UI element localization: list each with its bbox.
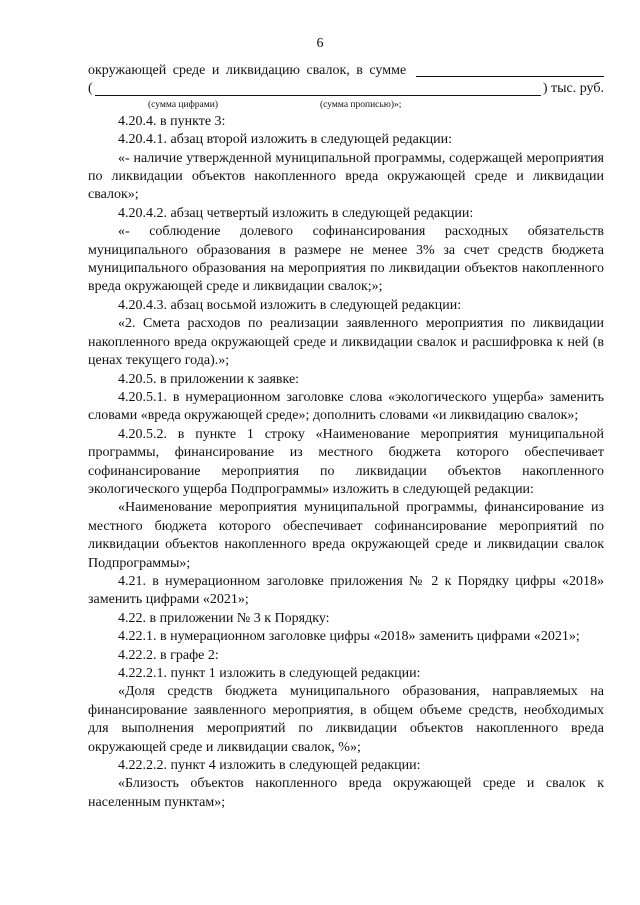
paragraph: 4.20.4.2. абзац четвертый изложить в следующей редакции: (118, 205, 474, 221)
paragraph: 4.22.2.2. пункт 4 изложить в следующей редакции: (118, 758, 421, 774)
paragraph: 4.22.2.1. пункт 1 изложить в следующей редакции: (118, 666, 421, 681)
page-number: 6 (316, 36, 324, 51)
sum-line-1 (88, 62, 604, 80)
sum-blank-2 (95, 81, 541, 96)
paragraph: «- наличие утвержденной муниципальной программы, содержащей мероприятия по ликвидации объектов накопленного вреда окружающей среде и ликвидации свалок»; (88, 150, 604, 203)
paragraph: 4.20.5.2. в пункте 1 строку «Наименование мероприятия муниципальной программы, финансирование из местного бюджета которого обеспечивает софинансирование мероприятия по ликвидации объектов накопленного экологического ущерба Подпрограммы» изложить в следующей редакции: (88, 426, 604, 497)
sum-line-text: окружающей среде и ликвидацию свалок, в сумме (88, 63, 407, 78)
paragraph-list (88, 113, 604, 812)
document-body (88, 62, 604, 812)
paragraph: 4.20.4.1. абзац второй изложить в следующей редакции: (118, 132, 453, 148)
paragraph: 4.20.5.1. в нумерационном заголовке слова «экологического ущерба» заменить словами «вреда окружающей среде»; дополнить словами «и ликвидацию свалок»; (88, 389, 604, 424)
paragraph: 4.20.4.3. абзац восьмой изложить в следующей редакции: (118, 297, 462, 313)
sum-blank-1 (416, 62, 604, 77)
paragraph: «Близость объектов накопленного вреда окружающей среде и свалок к населенным пунктам»; (88, 776, 604, 810)
currency-suffix: ) тыс. руб. (542, 81, 604, 97)
open-paren: ( (88, 81, 93, 97)
paragraph: 4.21. в нумерационном заголовке приложения № 2 к Порядку цифры «2018» заменить цифрами «2021»; (88, 573, 604, 608)
paragraph: 4.22.1. в нумерационном заголовке цифры «2018» заменить цифрами «2021»; (118, 629, 580, 645)
caption-digits: (сумма цифрами) (148, 99, 218, 110)
paragraph: «Доля средств бюджета муниципального образования, направляемых на финансирование заявленного мероприятия, в общем объеме средств, необходимых для выполнения мероприятий по ликвидации объектов накопленного вреда окружающей среде и ликвидации свалок, %»; (88, 684, 604, 755)
paragraph: 4.20.5. в приложении к заявке: (118, 371, 300, 387)
paragraph: «- соблюдение долевого софинансирования расходных обязательств муниципального образования в размере не менее 3% за счет средств бюджета муниципального образования на мероприятия по ликвидации объектов накопленного вреда окружающей среде и ликвидации свалок;»; (88, 224, 604, 295)
sum-line-2 (88, 80, 604, 98)
paragraph: 4.22.2. в графе 2: (118, 647, 219, 663)
sum-captions (88, 99, 604, 113)
paragraph: 4.22. в приложении № 3 к Порядку: (118, 610, 330, 626)
caption-words: (сумма прописью)»; (320, 99, 402, 110)
paragraph: «Наименование мероприятия муниципальной программы, финансирование из местного бюджета которого обеспечивает софинансирование мероприятий по ликвидации объектов накопленного вреда окружающей среде и ликвидации свалок Подпрограммы»; (88, 500, 604, 571)
paragraph: «2. Смета расходов по реализации заявленного мероприятия по ликвидации накопленного вреда окружающей среде и ликвидации свалок и расшифровка к ней (в ценах текущего года).»; (88, 316, 604, 369)
paragraph: 4.20.4. в пункте 3: (118, 113, 226, 129)
